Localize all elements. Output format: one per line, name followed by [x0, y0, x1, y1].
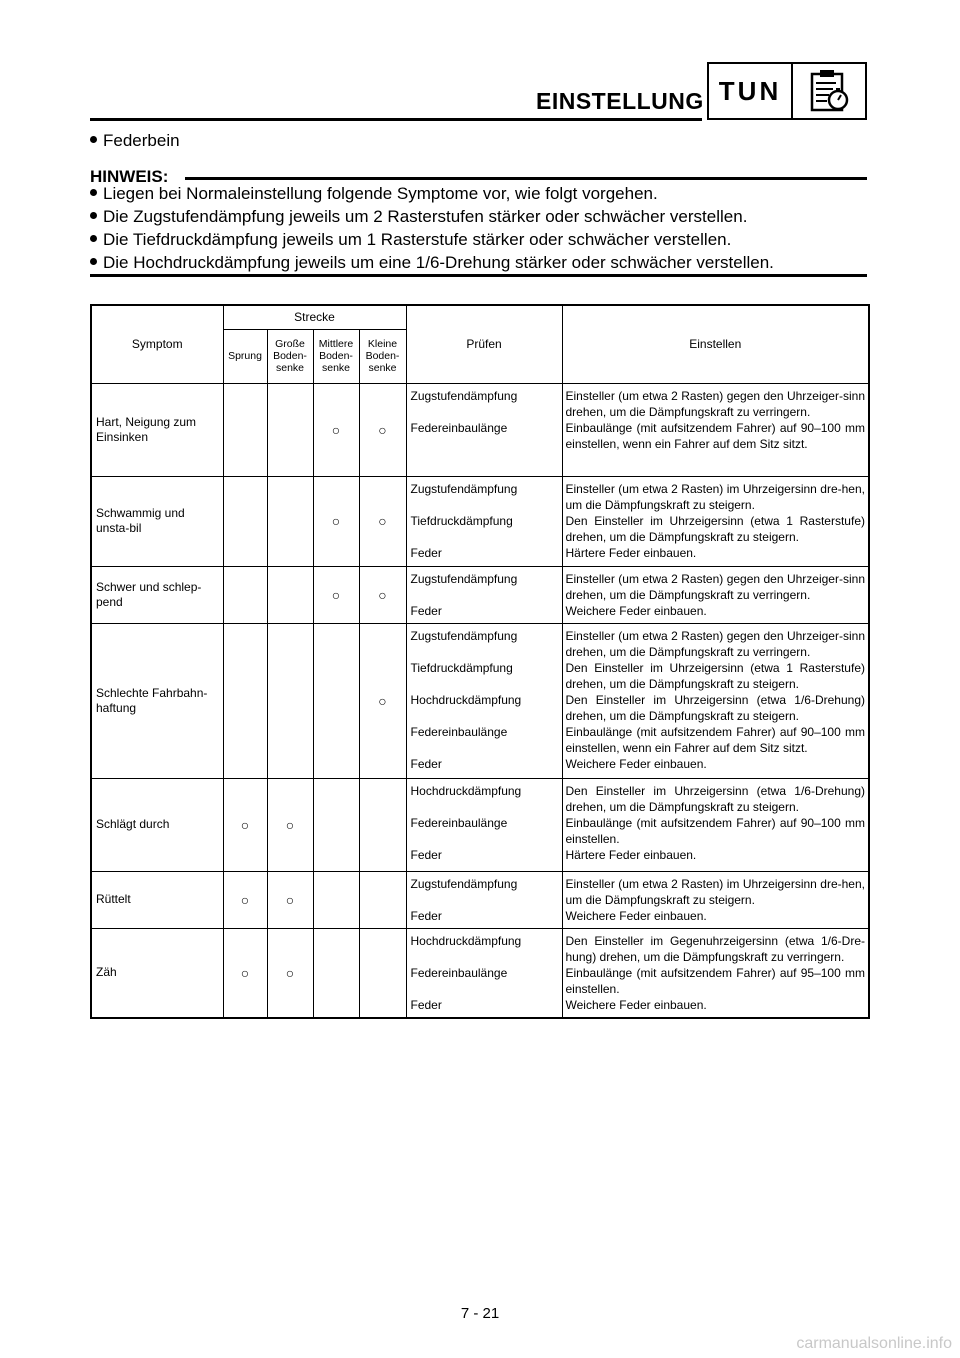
strecke-mark-cell [223, 928, 267, 1018]
check-item: Hochdruckdämpfung [410, 933, 522, 948]
header-kleine: Kleine Boden- senke [359, 329, 406, 383]
header-symptom: Symptom [91, 305, 223, 383]
symptom-cell: Schwammig und unsta-bil [91, 476, 223, 566]
symptom-table [90, 304, 870, 1019]
strecke-mark-cell [313, 871, 359, 928]
intro-bullet [90, 131, 180, 151]
action-item: Einbaulänge (mit aufsitzendem Fahrer) auf 95–100 mm einstellen. [565, 965, 865, 996]
einstellen-cell [562, 476, 869, 566]
action-item: Einbaulänge (mit aufsitzendem Fahrer) auf 90–100 mm einstellen, wenn ein Fahrer auf dem Sitz sitzt. [565, 420, 865, 451]
header-einstellen: Einstellen [562, 305, 869, 383]
pruefen-cell [406, 566, 562, 623]
check-item: Tiefdruckdämpfung [410, 513, 513, 528]
applies-mark-icon: ○ [285, 816, 295, 833]
strecke-mark-cell [313, 566, 359, 623]
strecke-mark-cell [313, 383, 359, 476]
action-item: Weichere Feder einbauen. [565, 997, 707, 1012]
symptom-cell: Zäh [91, 928, 223, 1018]
applies-mark-icon: ○ [378, 586, 387, 603]
table-body [91, 383, 869, 1018]
bullet-dot [90, 258, 97, 265]
strecke-mark-cell [313, 476, 359, 566]
hinweis-rule [185, 177, 867, 180]
check-item: Zugstufendämpfung [410, 876, 518, 891]
einstellen-cell [562, 928, 869, 1018]
action-item: Einbaulänge (mit aufsitzendem Fahrer) auf 90–100 mm einstellen. [565, 815, 865, 846]
applies-mark-icon: ○ [331, 586, 341, 603]
hinweis-item [90, 184, 658, 204]
symptom-cell: Hart, Neigung zum Einsinken [91, 383, 223, 476]
action-item: Einsteller (um etwa 2 Rasten) im Uhrzeigersinn dre-hen, um die Dämpfungskraft zu steigern. [565, 876, 865, 907]
einstellen-cell [562, 778, 869, 871]
symptom-cell: Schlechte Fahrbahn-haftung [91, 623, 223, 778]
einstellen-cell [562, 871, 869, 928]
table-row [91, 871, 869, 928]
check-item: Hochdruckdämpfung [410, 783, 522, 798]
section-title: EINSTELLUNG [536, 88, 704, 114]
action-item: Weichere Feder einbauen. [565, 756, 707, 771]
check-item: Zugstufendämpfung [410, 481, 518, 496]
action-item: Weichere Feder einbauen. [565, 603, 707, 618]
hinweis-text: Die Zugstufendämpfung jeweils um 2 Rasterstufen stärker oder schwächer verstellen. [103, 207, 748, 226]
check-item: Federeinbaulänge [410, 724, 508, 739]
applies-mark-icon: ○ [240, 964, 250, 981]
hinweis-text: Die Hochdruckdämpfung jeweils um eine 1/6-Drehung stärker oder schwächer verstellen. [103, 253, 774, 272]
check-item: Feder [410, 603, 442, 618]
table-row [91, 566, 869, 623]
action-item: Den Einsteller im Gegenuhrzeigersinn (etwa 1/6-Dre-hung) drehen, um die Dämpfungskraft zu verringern. [565, 933, 865, 964]
action-item: Den Einsteller im Uhrzeigersinn (etwa 1 Rasterstufe) drehen, um die Dämpfungskraft zu steigern. [565, 660, 865, 691]
hinweis-text: Die Tiefdruckdämpfung jeweils um 1 Rasterstufe stärker oder schwächer verstellen. [103, 230, 732, 249]
bullet-dot [90, 212, 97, 219]
check-item: Feder [410, 908, 442, 923]
check-item: Feder [410, 545, 442, 560]
strecke-mark-cell [267, 871, 313, 928]
table-row [91, 623, 869, 778]
applies-mark-icon: ○ [285, 891, 295, 908]
strecke-mark-cell [267, 623, 313, 778]
strecke-mark-cell [359, 383, 406, 476]
strecke-mark-cell [267, 778, 313, 871]
action-item: Den Einsteller im Uhrzeigersinn (etwa 1 Rasterstufe) drehen, um die Dämpfungskraft zu steigern. [565, 513, 865, 544]
pruefen-cell [406, 623, 562, 778]
symptom-cell: Schlägt durch [91, 778, 223, 871]
strecke-mark-cell [267, 928, 313, 1018]
applies-mark-icon: ○ [240, 816, 250, 833]
symptom-cell: Rüttelt [91, 871, 223, 928]
strecke-mark-cell [313, 778, 359, 871]
strecke-mark-cell [267, 476, 313, 566]
check-item: Federeinbaulänge [410, 815, 508, 830]
strecke-mark-cell [359, 476, 406, 566]
applies-mark-icon: ○ [240, 891, 250, 908]
check-item: Hochdruckdämpfung [410, 692, 522, 707]
hinweis-text: Liegen bei Normaleinstellung folgende Symptome vor, wie folgt vorgehen. [103, 184, 658, 203]
action-item: Einsteller (um etwa 2 Rasten) gegen den Uhrzeiger-sinn drehen, um die Dämpfungskraft zu verringern. [565, 571, 865, 602]
check-item: Zugstufendämpfung [410, 628, 518, 643]
pruefen-cell [406, 778, 562, 871]
strecke-mark-cell [223, 871, 267, 928]
header-grosse: Große Boden- senke [267, 329, 313, 383]
action-item: Einsteller (um etwa 2 Rasten) gegen den Uhrzeiger-sinn drehen, um die Dämpfungskraft zu verringern. [565, 628, 865, 659]
pruefen-cell [406, 476, 562, 566]
applies-mark-icon: ○ [331, 421, 341, 438]
hinweis-item [90, 207, 747, 227]
header-sprung: Sprung [223, 329, 267, 383]
applies-mark-icon: ○ [331, 513, 341, 529]
strecke-mark-cell [359, 871, 406, 928]
check-item: Zugstufendämpfung [410, 388, 518, 403]
table-row [91, 476, 869, 566]
watermark: carmanualsonline.info [796, 1335, 952, 1352]
header-mittlere: Mittlere Boden- senke [313, 329, 359, 383]
check-item: Feder [410, 756, 442, 771]
strecke-mark-cell [313, 928, 359, 1018]
check-item: Feder [410, 997, 442, 1012]
strecke-mark-cell [223, 623, 267, 778]
action-item: Einsteller (um etwa 2 Rasten) im Uhrzeigersinn dre-hen, um die Dämpfungskraft zu steigern. [565, 481, 865, 512]
strecke-mark-cell [313, 623, 359, 778]
strecke-mark-cell [267, 566, 313, 623]
header-rule [90, 118, 702, 121]
header-pruefen: Prüfen [406, 305, 562, 383]
pruefen-cell [406, 383, 562, 476]
checklist-stopwatch-icon [793, 64, 865, 118]
section-tab [707, 62, 867, 120]
pruefen-cell [406, 871, 562, 928]
action-item: Einsteller (um etwa 2 Rasten) gegen den Uhrzeiger-sinn drehen, um die Dämpfungskraft zu verringern. [565, 388, 865, 419]
strecke-mark-cell [359, 778, 406, 871]
table-row [91, 778, 869, 871]
bullet-dot [90, 235, 97, 242]
action-item: Weichere Feder einbauen. [565, 908, 707, 923]
einstellen-cell [562, 566, 869, 623]
applies-mark-icon: ○ [285, 964, 295, 981]
strecke-mark-cell [359, 566, 406, 623]
hinweis-item [90, 230, 731, 250]
applies-mark-icon: ○ [378, 692, 387, 709]
applies-mark-icon: ○ [378, 421, 387, 438]
strecke-mark-cell [223, 383, 267, 476]
check-item: Federeinbaulänge [410, 420, 508, 435]
action-item: Den Einsteller im Uhrzeigersinn (etwa 1/6-Drehung) drehen, um die Dämpfungskraft zu steigern. [565, 692, 865, 723]
check-item: Zugstufendämpfung [410, 571, 518, 586]
hinweis-end-rule [90, 274, 867, 277]
strecke-mark-cell [223, 778, 267, 871]
action-item: Einbaulänge (mit aufsitzendem Fahrer) auf 90–100 mm einstellen, wenn ein Fahrer auf dem Sitz sitzt. [565, 724, 865, 755]
strecke-mark-cell [359, 928, 406, 1018]
strecke-mark-cell [223, 476, 267, 566]
section-code: TUN [709, 64, 793, 118]
einstellen-cell [562, 383, 869, 476]
hinweis-label: HINWEIS: [90, 167, 169, 186]
bullet-dot [90, 189, 97, 196]
header-strecke: Strecke [223, 305, 406, 329]
check-item: Feder [410, 847, 442, 862]
check-item: Federeinbaulänge [410, 965, 508, 980]
bullet-dot [90, 136, 97, 143]
strecke-mark-cell [267, 383, 313, 476]
pruefen-cell [406, 928, 562, 1018]
action-item: Den Einsteller im Uhrzeigersinn (etwa 1/6-Drehung) drehen, um die Dämpfungskraft zu steigern. [565, 783, 865, 814]
table-row [91, 383, 869, 476]
page-number: 7 - 21 [460, 1305, 500, 1322]
applies-mark-icon: ○ [378, 513, 387, 529]
strecke-mark-cell [223, 566, 267, 623]
hinweis-item [90, 253, 774, 273]
intro-text: Federbein [103, 131, 180, 150]
strecke-mark-cell [359, 623, 406, 778]
einstellen-cell [562, 623, 869, 778]
action-item: Härtere Feder einbauen. [565, 847, 697, 862]
check-item: Tiefdruckdämpfung [410, 660, 513, 675]
symptom-cell: Schwer und schlep-pend [91, 566, 223, 623]
action-item: Härtere Feder einbauen. [565, 545, 697, 560]
table-row [91, 928, 869, 1018]
